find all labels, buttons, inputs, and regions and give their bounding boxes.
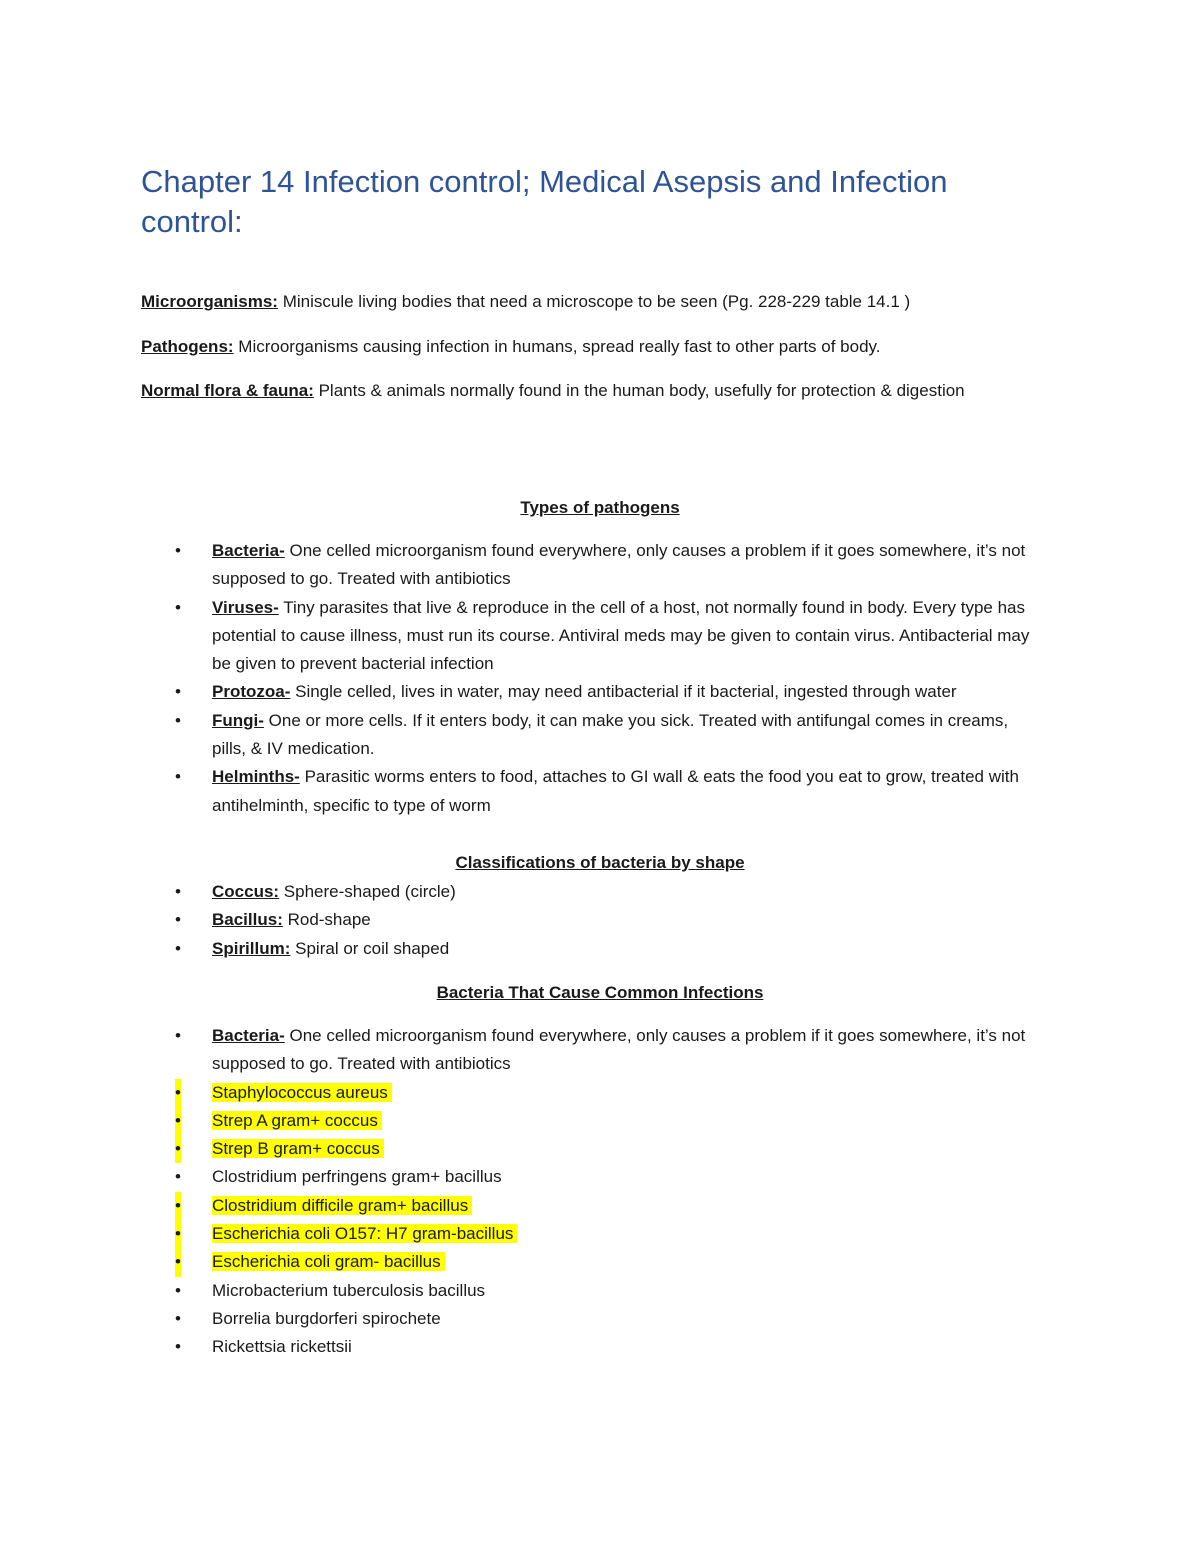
common-bacteria-list <box>141 1022 1041 1362</box>
bacteria-item: Clostridium perfringens gram+ bacillus <box>212 1167 502 1187</box>
pathogen-description: One or more cells. If it enters body, it can make you sick. Treated with antifungal comes in creams, pills, & IV medication. <box>212 710 1009 759</box>
bullet-icon: • <box>175 682 181 702</box>
list-item <box>141 906 1041 934</box>
bullet-icon: • <box>175 882 181 901</box>
bacteria-name: Bacteria- <box>212 1026 285 1045</box>
list-item <box>141 1022 1041 1079</box>
bacteria-item: Borrelia burgdorferi spirochete <box>212 1308 441 1328</box>
bullet-icon: • <box>175 1167 181 1187</box>
pathogen-name: Fungi- <box>212 710 264 730</box>
types-of-pathogens-heading: Types of pathogens <box>520 498 680 517</box>
bacteria-description: One celled microorganism found everywhere, only causes a problem if it goes somewhere, it’s not supposed to go. Treated with antibiotics <box>212 1026 1026 1074</box>
shape-description: Sphere-shaped (circle) <box>279 882 456 901</box>
pathogen-description: Single celled, lives in water, may need antibacterial if it bacterial, ingested through water <box>290 682 957 702</box>
definition-term: Pathogens: <box>141 337 234 356</box>
list-item <box>141 594 1041 679</box>
list-item <box>141 1333 1041 1361</box>
pathogen-name: Protozoa- <box>212 682 291 702</box>
bullet-icon: • <box>175 767 181 787</box>
bacteria-item: Clostridium difficile gram+ bacillus <box>212 1196 472 1215</box>
pathogen-name: Bacteria- <box>212 541 285 560</box>
list-item <box>141 1220 1041 1248</box>
bacteria-item: Strep B gram+ coccus <box>212 1139 384 1158</box>
list-item <box>141 1135 1041 1163</box>
bacteria-item: Strep A gram+ coccus <box>212 1111 382 1130</box>
bullet-icon: • <box>175 1220 181 1248</box>
shape-name: Spirillum: <box>212 938 291 958</box>
list-item <box>141 678 1041 706</box>
list-item <box>141 878 1041 906</box>
chapter-title: Chapter 14 Infection control; Medical Asepsis and Infection control: <box>141 164 948 239</box>
definition-normal-flora <box>141 377 1041 405</box>
bullet-icon: • <box>175 1337 181 1357</box>
definition-term: Normal flora & fauna: <box>141 381 314 400</box>
bullet-icon: • <box>175 1248 181 1276</box>
list-item <box>141 1248 1041 1276</box>
pathogen-description: Tiny parasites that live & reproduce in the cell of a host, not normally found in body. Every type has potential to cause illness, must run its course. Antiviral meds may be given to contain virus. Antibacterial may be given to prevent bacterial infection <box>212 597 1030 674</box>
pathogen-list <box>141 537 1041 820</box>
bullet-icon: • <box>175 710 181 730</box>
definition-text: Microorganisms causing infection in humans, spread really fast to other parts of body. <box>233 337 881 356</box>
list-item <box>141 1107 1041 1135</box>
bacteria-item: Rickettsia rickettsii <box>212 1337 352 1357</box>
bullet-icon: • <box>175 1079 181 1107</box>
list-item <box>141 763 1041 820</box>
bullet-icon: • <box>175 910 181 930</box>
pathogen-description: Parasitic worms enters to food, attaches to GI wall & eats the food you eat to grow, treated with antihelminth, specific to type of worm <box>212 767 1019 815</box>
pathogen-name: Viruses- <box>212 597 279 617</box>
bacteria-shape-heading: Classifications of bacteria by shape <box>455 853 745 872</box>
list-item <box>141 935 1041 963</box>
definition-text: Plants & animals normally found in the human body, usefully for protection & digestion <box>313 381 965 400</box>
list-item <box>141 1305 1041 1333</box>
bacteria-item: Escherichia coli O157: H7 gram-bacillus <box>212 1224 517 1243</box>
shape-list <box>141 878 1041 963</box>
bacteria-item: Microbacterium tuberculosis bacillus <box>212 1280 486 1300</box>
list-item <box>141 707 1041 764</box>
list-item <box>141 1163 1041 1191</box>
bullet-icon: • <box>175 1280 181 1300</box>
bacteria-item: Staphylococcus aureus <box>212 1083 392 1102</box>
bullet-icon: • <box>175 1135 181 1163</box>
definition-term: Microorganisms: <box>141 292 278 311</box>
shape-name: Bacillus: <box>212 910 283 930</box>
list-item <box>141 1079 1041 1107</box>
definition-pathogens <box>141 333 1041 361</box>
list-item <box>141 1192 1041 1220</box>
bullet-icon: • <box>175 541 181 560</box>
bullet-icon: • <box>175 1026 181 1045</box>
pathogen-name: Helminths- <box>212 767 300 787</box>
shape-description: Rod-shape <box>282 910 371 930</box>
shape-description: Spiral or coil shaped <box>290 938 450 958</box>
common-infections-heading: Bacteria That Cause Common Infections <box>436 983 764 1002</box>
bullet-icon: • <box>175 1107 181 1135</box>
list-item <box>141 1277 1041 1305</box>
pathogen-description: One celled microorganism found everywhere, only causes a problem if it goes somewhere, it’s not supposed to go. Treated with antibiotics <box>212 541 1026 589</box>
bacteria-item: Escherichia coli gram- bacillus <box>212 1252 445 1271</box>
shape-name: Coccus: <box>212 882 280 901</box>
bullet-icon: • <box>175 597 181 617</box>
bullet-icon: • <box>175 938 181 958</box>
bullet-icon: • <box>175 1192 181 1220</box>
bullet-icon: • <box>175 1308 181 1328</box>
definition-microorganisms <box>141 288 1041 316</box>
definition-text: Miniscule living bodies that need a microscope to be seen (Pg. 228-229 table 14.1 ) <box>277 292 911 311</box>
list-item <box>141 537 1041 594</box>
